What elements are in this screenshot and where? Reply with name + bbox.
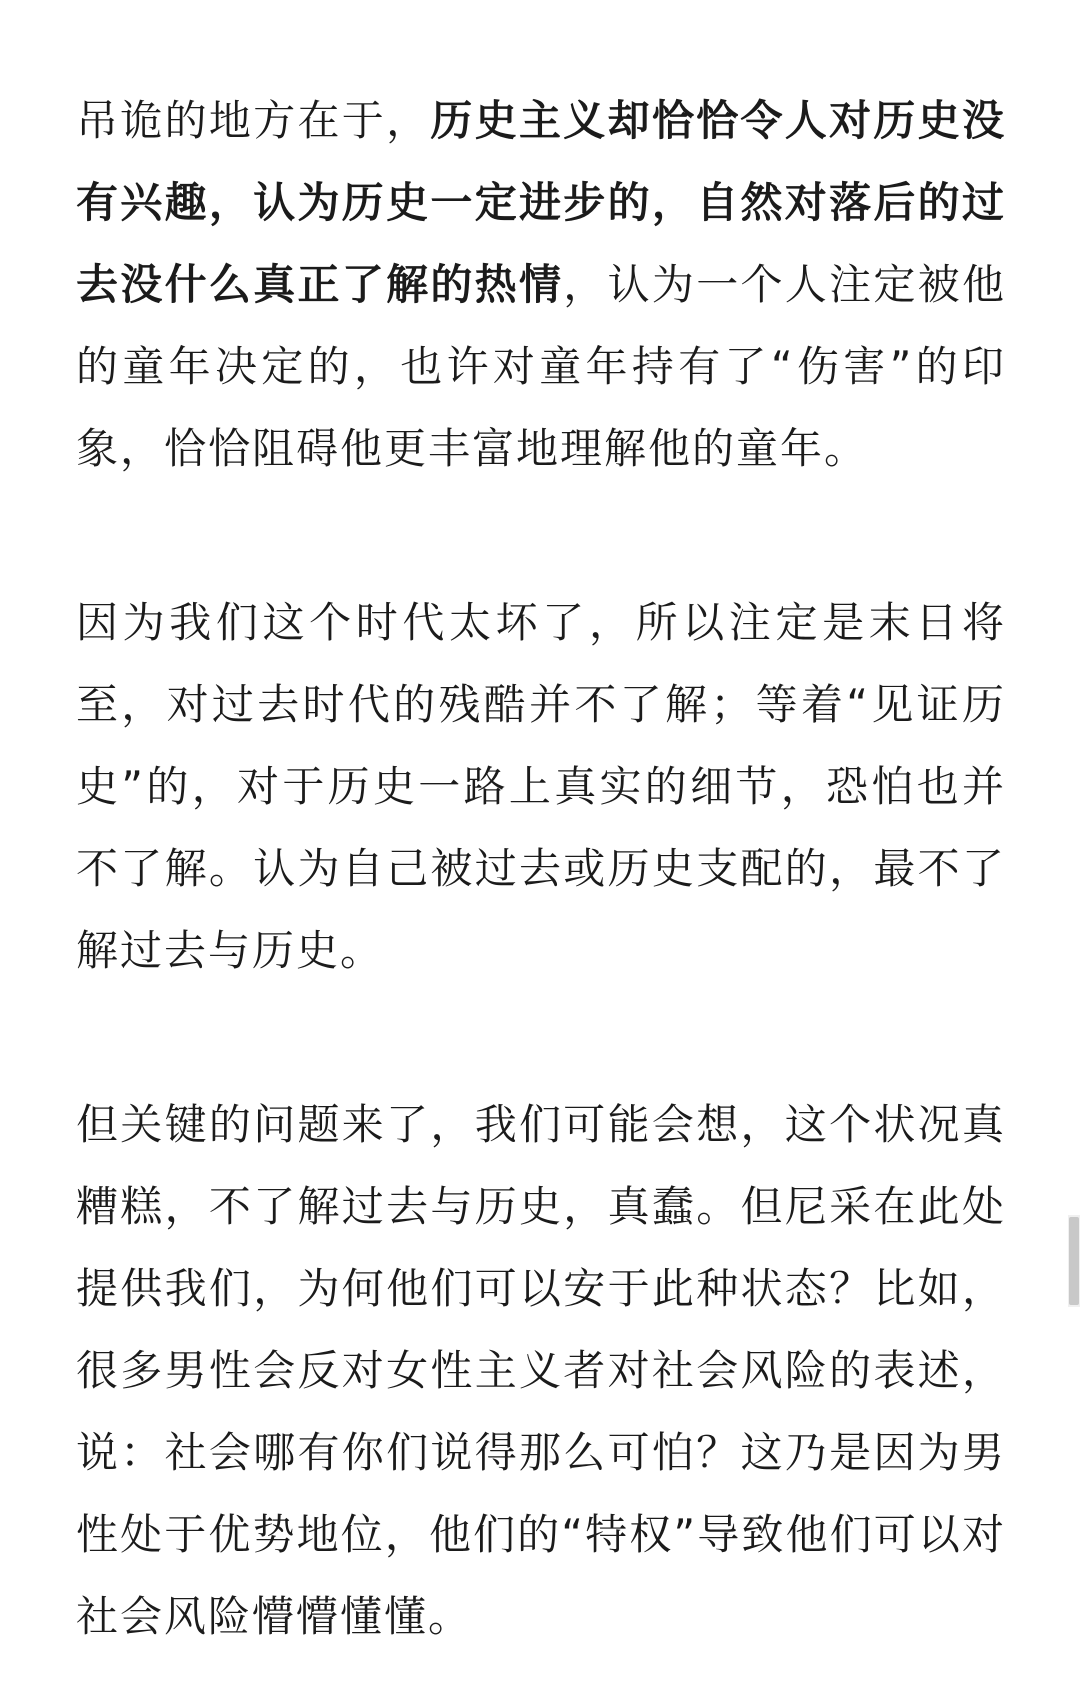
paragraph-1-tail: ，认为一个人注定被他的童年决定的，也许对童年持有了“伤害”的印象，恰恰阻碍他更丰富地理解他的童年。: [76, 260, 1006, 473]
paragraph-1-lead: 吊诡的地方在于，: [76, 96, 431, 145]
paragraph-1: [76, 80, 1006, 490]
paragraph-1-bold: 历史主义却恰恰令人对历史没有兴趣，认为历史一定进步的，自然对落后的过去没什么真正了解的热情: [76, 96, 1006, 309]
paragraph-2: 因为我们这个时代太坏了，所以注定是末日将至，对过去时代的残酷并不了解；等着“见证历史”的，对于历史一路上真实的细节，恐怕也并不了解。认为自己被过去或历史支配的，最不了解过去与历史。: [76, 598, 1006, 975]
article-body: [76, 80, 1006, 1658]
scrollbar[interactable]: [1068, 1215, 1080, 1307]
paragraph-3: 但关键的问题来了，我们可能会想，这个状况真糟糕，不了解过去与历史，真蠢。但尼采在此处提供我们，为何他们可以安于此种状态？比如，很多男性会反对女性主义者对社会风险的表述，说：社会哪有你们说得那么可怕？这乃是因为男性处于优势地位，他们的“特权”导致他们可以对社会风险懵懵懂懂。: [76, 1100, 1006, 1641]
scrollbar-thumb[interactable]: [1069, 1217, 1079, 1305]
